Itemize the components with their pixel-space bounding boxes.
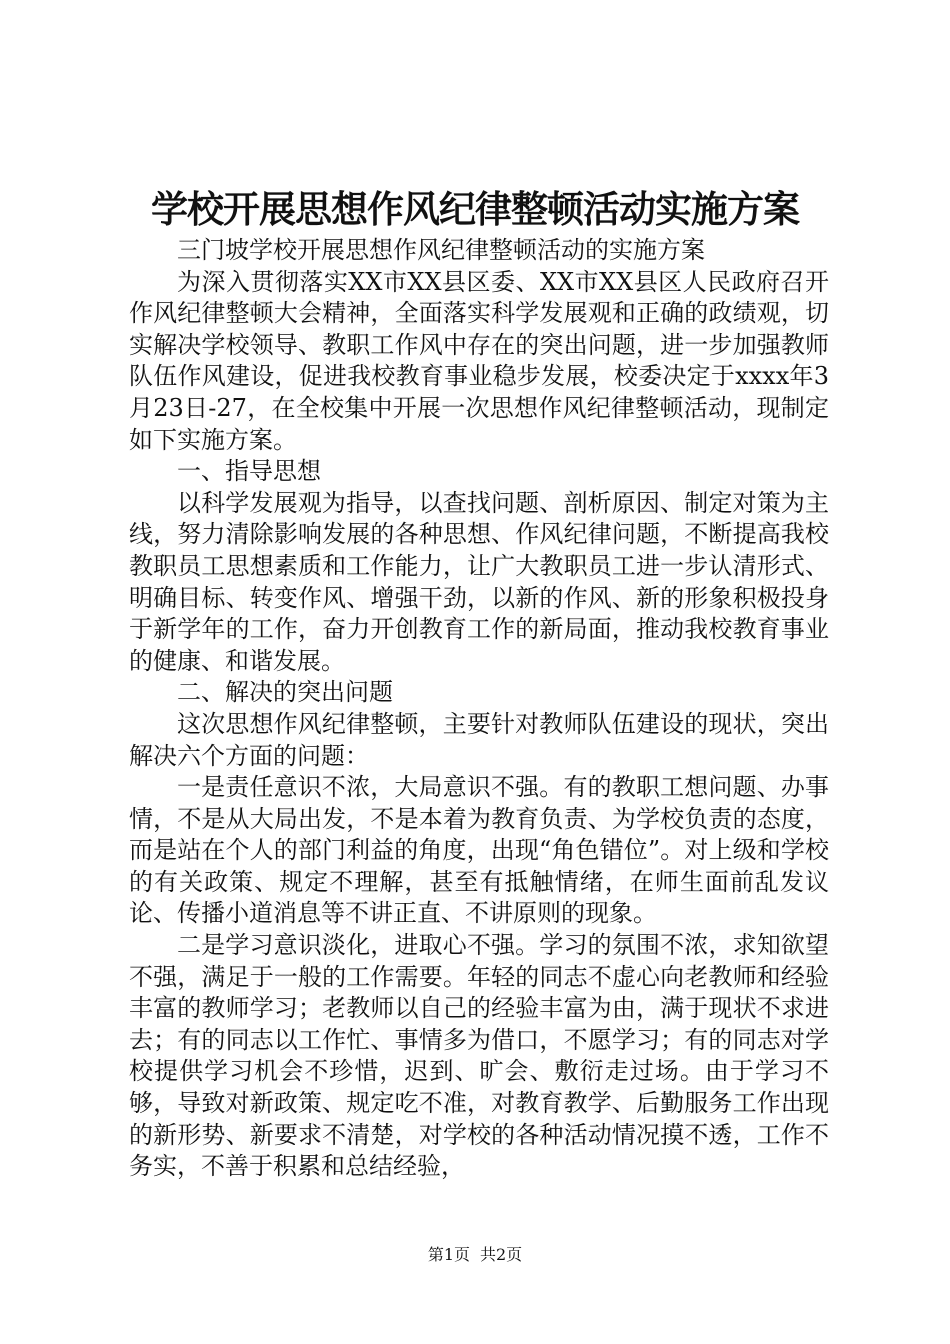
problem-two-paragraph: 二是学习意识淡化，进取心不强。学习的氛围不浓，求知欲望不强，满足于一般的工作需要。年轻的同志不虚心向老教师和经验丰富的教师学习；老教师以自己的经验丰富为由，满于现状不求进去；有的同志以工作忙、事情多为借口，不愿学习；有的同志对学校提供学习机会不珍惜，迟到、旷会、敷衍走过场。由于学习不够，导致对新政策、规定吃不准，对教育教学、后勤服务工作出现的新形势、新要求不清楚，对学校的各种活动情况摸不透，工作不务实，不善于积累和总结经验， bbox=[129, 931, 829, 1181]
page-number: 第1页 bbox=[427, 1245, 470, 1264]
subtitle-paragraph: 三门坡学校开展思想作风纪律整顿活动的实施方案 bbox=[177, 236, 705, 264]
intro-paragraph: 为深入贯彻落实XX市XX县区委、XX市XX县区人民政府召开作风纪律整顿大会精神，全面落实科学发展观和正确的政绩观，切实解决学校领导、教职工作风中存在的突出问题，进一步加强教师队伍作风建设，促进我校教育事业稳步发展，校委决定于xxxx年3月23日-27，在全校集中开展一次思想作风纪律整顿活动，现制定如下实施方案。 bbox=[129, 267, 829, 454]
page-footer bbox=[0, 1245, 950, 1265]
problem-one-paragraph: 一是责任意识不浓，大局意识不强。有的教职工想问题、办事情，不是从大局出发，不是本着为教育负责、为学校负责的态度，而是站在个人的部门利益的角度，出现“角色错位”。对上级和学校的有关政策、规定不理解，甚至有抵触情绪，在师生面前乱发议论、传播小道消息等不讲正直、不讲原则的现象。 bbox=[129, 773, 829, 928]
problems-intro-paragraph: 这次思想作风纪律整顿，主要针对教师队伍建设的现状，突出解决六个方面的问题： bbox=[129, 709, 829, 770]
document-title: 学校开展思想作风纪律整顿活动实施方案 bbox=[151, 187, 799, 231]
section-heading-2: 二、解决的突出问题 bbox=[177, 678, 393, 707]
document-body bbox=[129, 235, 829, 1183]
guiding-ideology-paragraph: 以科学发展观为指导，以查找问题、剖析原因、制定对策为主线，努力清除影响发展的各种思想、作风纪律问题，不断提高我校教职员工思想素质和工作能力，让广大教职员工进一步认清形式、明确目标、转变作风、增强干劲，以新的作风、新的形象积极投身于新学年的工作，奋力开创教育工作的新局面，推动我校教育事业的健康、和谐发展。 bbox=[129, 488, 829, 675]
section-heading-1: 一、指导思想 bbox=[177, 457, 321, 486]
page-total: 共2页 bbox=[480, 1245, 523, 1264]
